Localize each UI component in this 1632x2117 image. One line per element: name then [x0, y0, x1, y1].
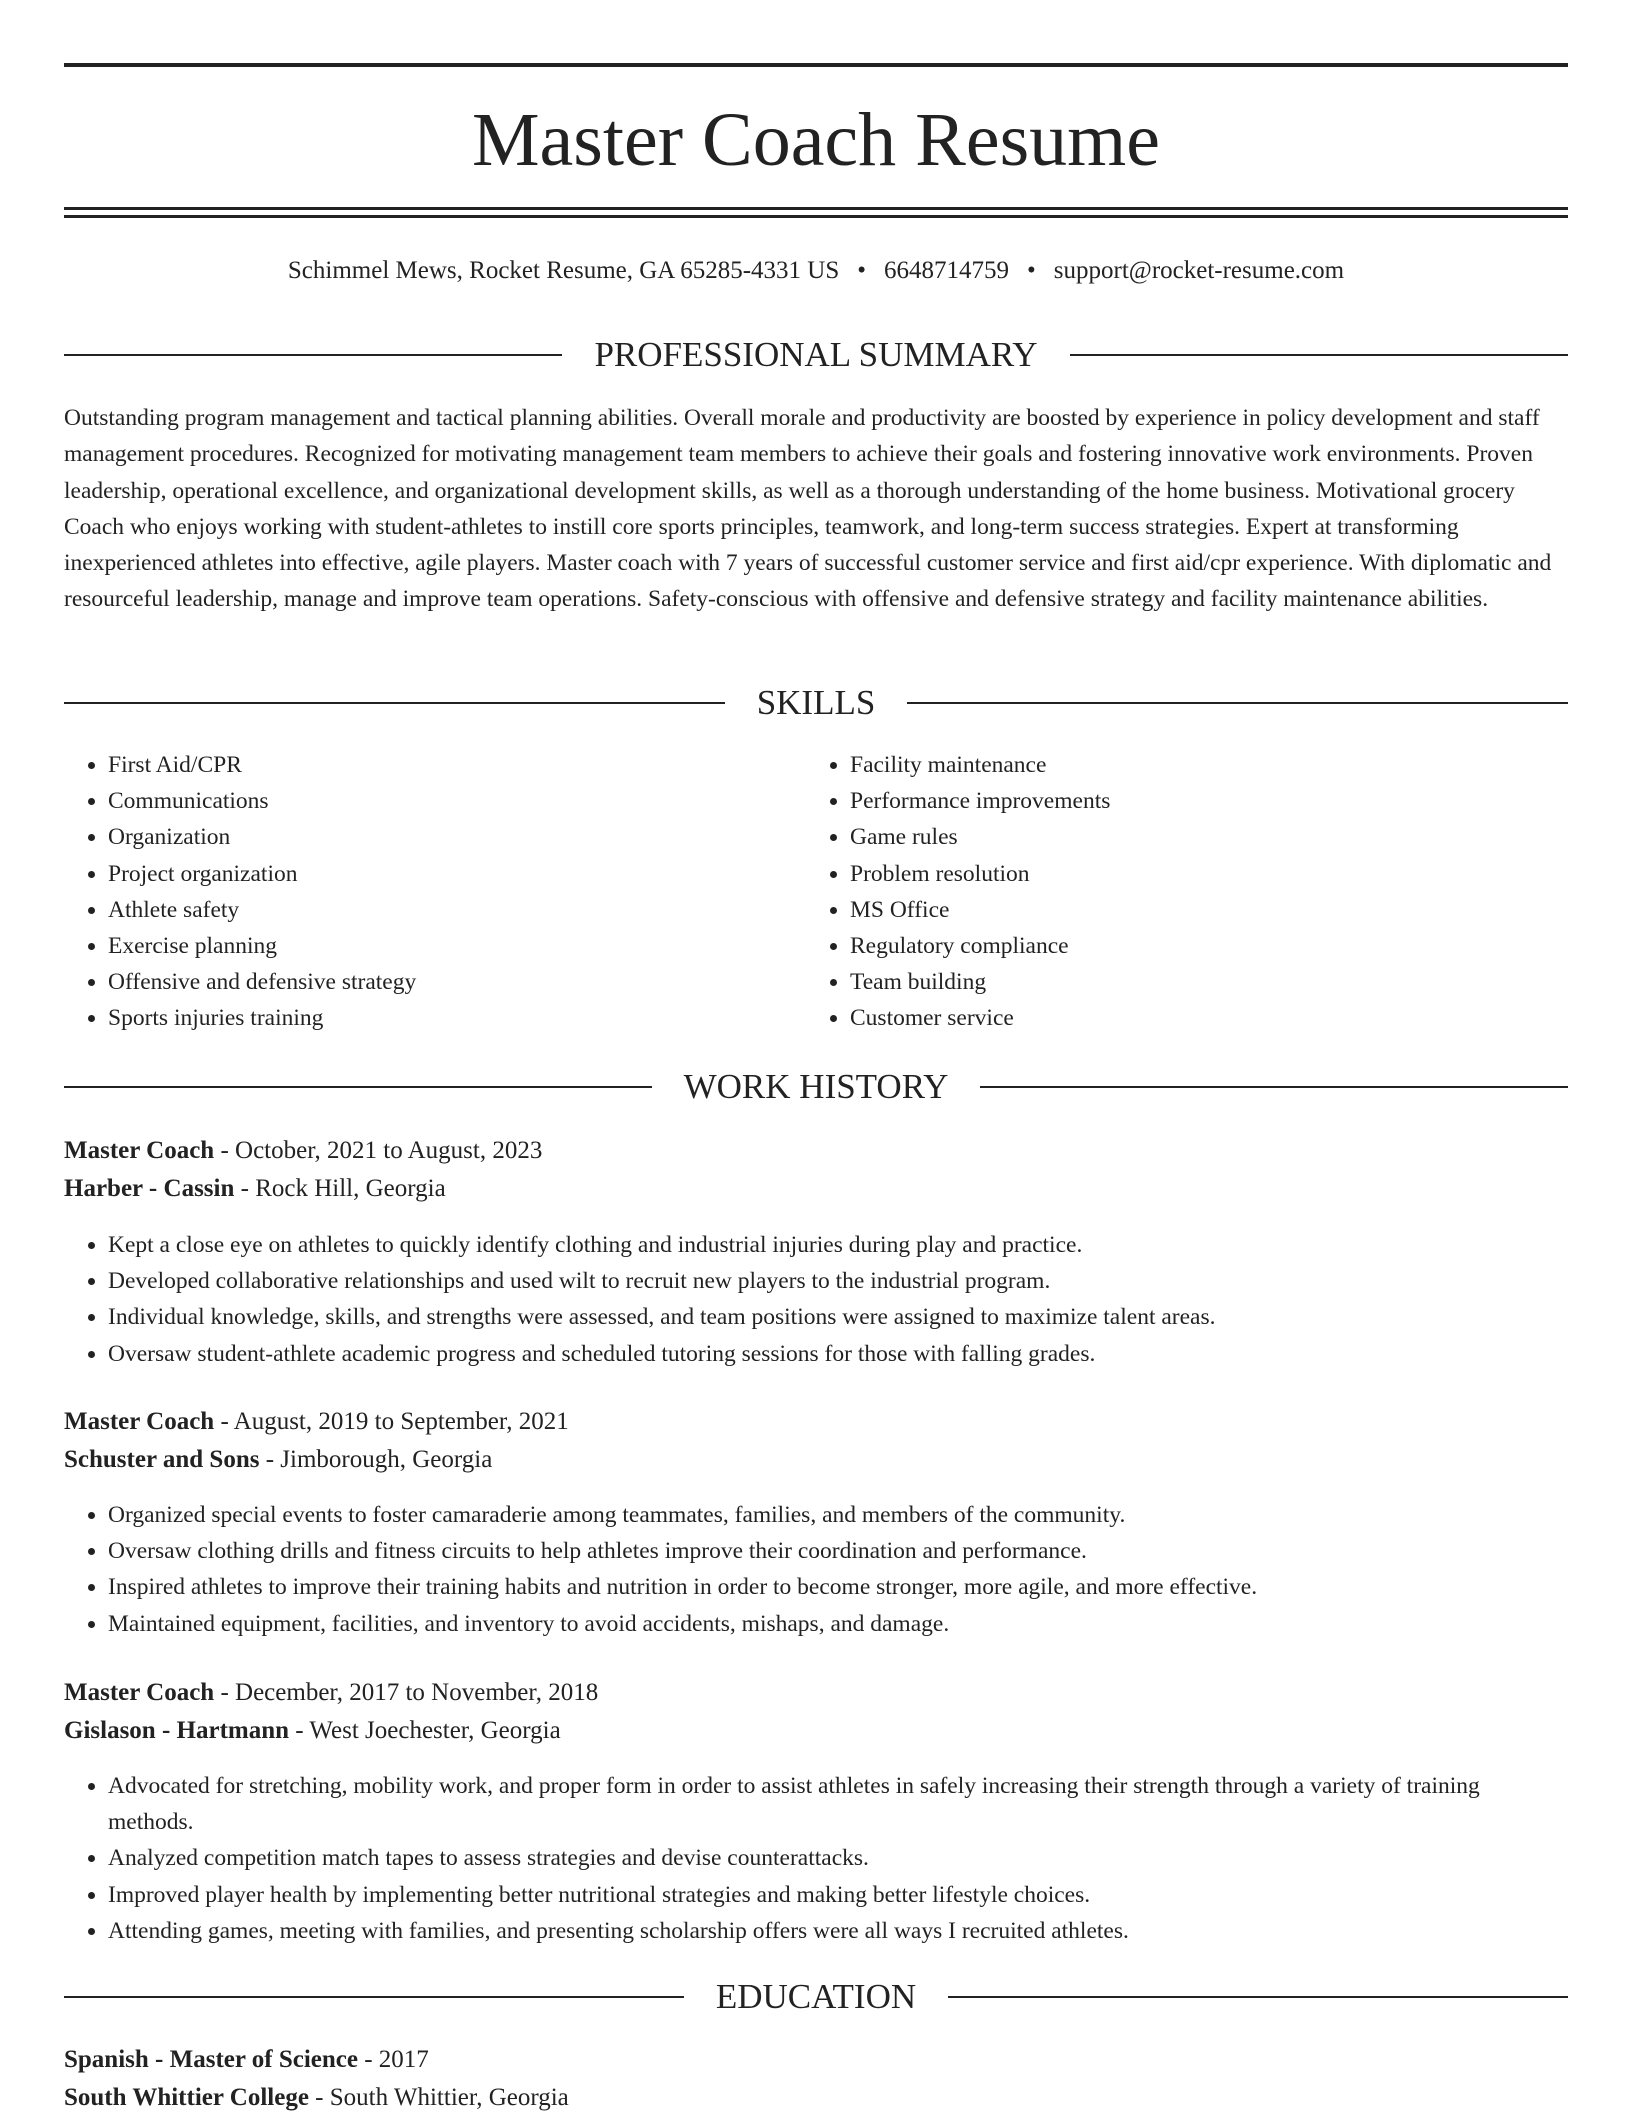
job-title-line [64, 1403, 1568, 1441]
skill-item: • Customer service [850, 1000, 1550, 1036]
job-company-line [64, 1712, 1568, 1750]
job-bullet: • Individual knowledge, skills, and strengths were assessed, and team positions were assigned to maximize talent areas. [108, 1299, 1568, 1335]
education-year: - 2017 [357, 2046, 429, 2073]
skill-item: • Team building [850, 964, 1550, 1000]
job-bullet: • Maintained equipment, facilities, and inventory to avoid accidents, mishaps, and damage. [108, 1606, 1568, 1642]
skill-item: • MS Office [850, 892, 1550, 928]
job-company: Gislason - Hartmann [64, 1717, 290, 1744]
skill-item: • Offensive and defensive strategy [108, 964, 808, 1000]
top-rule [64, 63, 1568, 67]
job-bullet: • Analyzed competition match tapes to assess strategies and devise counterattacks. [108, 1840, 1568, 1876]
job-entry [64, 1403, 1568, 1637]
contact-phone: 6648714759 [884, 257, 1010, 284]
skill-item: • Athlete safety [108, 892, 808, 928]
job-bullet: • Oversaw clothing drills and fitness circuits to help athletes improve their coordination and performance. [108, 1533, 1568, 1569]
job-dates: - October, 2021 to August, 2023 [214, 1137, 543, 1164]
heading-rule-left [64, 1086, 652, 1088]
education-heading [64, 1975, 1568, 2019]
contact-separator: • [857, 257, 867, 284]
job-title: Master Coach [64, 1408, 215, 1435]
job-dates: - December, 2017 to November, 2018 [214, 1679, 599, 1706]
education-degree-line [64, 2041, 1568, 2079]
job-location: - Jimborough, Georgia [259, 1446, 493, 1473]
education-heading-label: EDUCATION [715, 1977, 917, 2016]
title-double-rule [64, 207, 1568, 218]
education-school: South Whittier College [64, 2084, 309, 2111]
work-heading [64, 1065, 1568, 1109]
job-bullet: • Developed collaborative relationships and used wilt to recruit new players to the industrial program. [108, 1263, 1568, 1299]
contact-address: Schimmel Mews, Rocket Resume, GA 65285-4331 US [287, 257, 840, 284]
job-title: Master Coach [64, 1137, 215, 1164]
skills-heading-label: SKILLS [756, 683, 876, 722]
contact-email: support@rocket-resume.com [1053, 257, 1345, 284]
job-bullet: • Inspired athletes to improve their training habits and nutrition in order to become stronger, more agile, and more effective. [108, 1569, 1568, 1605]
job-bullet: • Improved player health by implementing better nutritional strategies and making better lifestyle choices. [108, 1877, 1568, 1913]
skill-item: • Exercise planning [108, 928, 808, 964]
job-bullet: • Attending games, meeting with families, and presenting scholarship offers were all ways I recruited athletes. [108, 1913, 1568, 1949]
education-location: - South Whittier, Georgia [308, 2084, 569, 2111]
job-entry [64, 1674, 1568, 1944]
contact-line [64, 255, 1568, 287]
education-degree: Spanish - Master of Science [64, 2046, 358, 2073]
summary-heading-label: PROFESSIONAL SUMMARY [594, 335, 1038, 374]
skills-heading [64, 681, 1568, 725]
skills-column-right [806, 747, 1550, 1037]
resume-title: Master Coach Resume [471, 98, 1161, 182]
heading-rule-left [64, 1996, 684, 1998]
heading-rule-right [948, 1996, 1568, 1998]
heading-rule-left [64, 702, 725, 704]
skill-item: • Facility maintenance [850, 747, 1550, 783]
job-bullets [64, 1768, 1568, 1949]
job-company: Harber - Cassin [64, 1175, 235, 1202]
job-bullets [64, 1227, 1568, 1372]
skill-item: • Performance improvements [850, 783, 1550, 819]
contact-separator: • [1027, 257, 1036, 284]
work-heading-label: WORK HISTORY [683, 1067, 949, 1106]
job-dates: - August, 2019 to September, 2021 [214, 1408, 569, 1435]
job-location: - Rock Hill, Georgia [234, 1175, 446, 1202]
heading-rule-right [907, 702, 1568, 704]
job-bullet: • Advocated for stretching, mobility work, and proper form in order to assist athletes in safely increasing their strength through a variety of training methods. [108, 1768, 1568, 1840]
job-company-line [64, 1170, 1568, 1208]
summary-heading [64, 333, 1568, 377]
skill-item: • Communications [108, 783, 808, 819]
summary-text: Outstanding program management and tactical planning abilities. Overall morale and productivity are boosted by experience in policy development and staff management procedures. Recognized for motivating management team members to achieve their goals and fostering innovative work environments. Proven leadership, operational excellence, and organizational development skills, as well as a thorough understanding of the home business. Motivational grocery Coach who enjoys working with student-athletes to instill core sports principles, teamwork, and long-term success strategies. Expert at transforming inexperienced athletes into effective, agile players. Master coach with 7 years of successful customer service and first aid/cpr experience. With diplomatic and resourceful leadership, manage and improve team operations. Safety-conscious with offensive and defensive strategy and facility maintenance abilities. [64, 405, 1552, 613]
job-title-line [64, 1132, 1568, 1170]
skill-item: • Problem resolution [850, 856, 1550, 892]
heading-rule-left [64, 354, 562, 356]
job-entry [64, 1132, 1568, 1367]
heading-rule-right [980, 1086, 1568, 1088]
skill-item: • Organization [108, 819, 808, 855]
job-company: Schuster and Sons [64, 1446, 260, 1473]
job-title-line [64, 1674, 1568, 1712]
job-title: Master Coach [64, 1679, 215, 1706]
job-bullets [64, 1497, 1568, 1642]
skill-item: • Sports injuries training [108, 1000, 808, 1036]
job-bullet: • Organized special events to foster camaraderie among teammates, families, and members of the community. [108, 1497, 1568, 1533]
skill-item: • First Aid/CPR [108, 747, 808, 783]
heading-rule-right [1070, 354, 1568, 356]
skill-item: • Game rules [850, 819, 1550, 855]
skill-item: • Project organization [108, 856, 808, 892]
job-company-line [64, 1441, 1568, 1479]
skill-item: • Regulatory compliance [850, 928, 1550, 964]
education-entry [64, 2041, 1568, 2117]
job-location: - West Joechester, Georgia [289, 1717, 561, 1744]
job-bullet: • Oversaw student-athlete academic progress and scheduled tutoring sessions for those with falling grades. [108, 1336, 1568, 1372]
skills-column-left [64, 747, 808, 1037]
education-school-line [64, 2079, 1568, 2117]
job-bullet: • Kept a close eye on athletes to quickly identify clothing and industrial injuries during play and practice. [108, 1227, 1568, 1263]
